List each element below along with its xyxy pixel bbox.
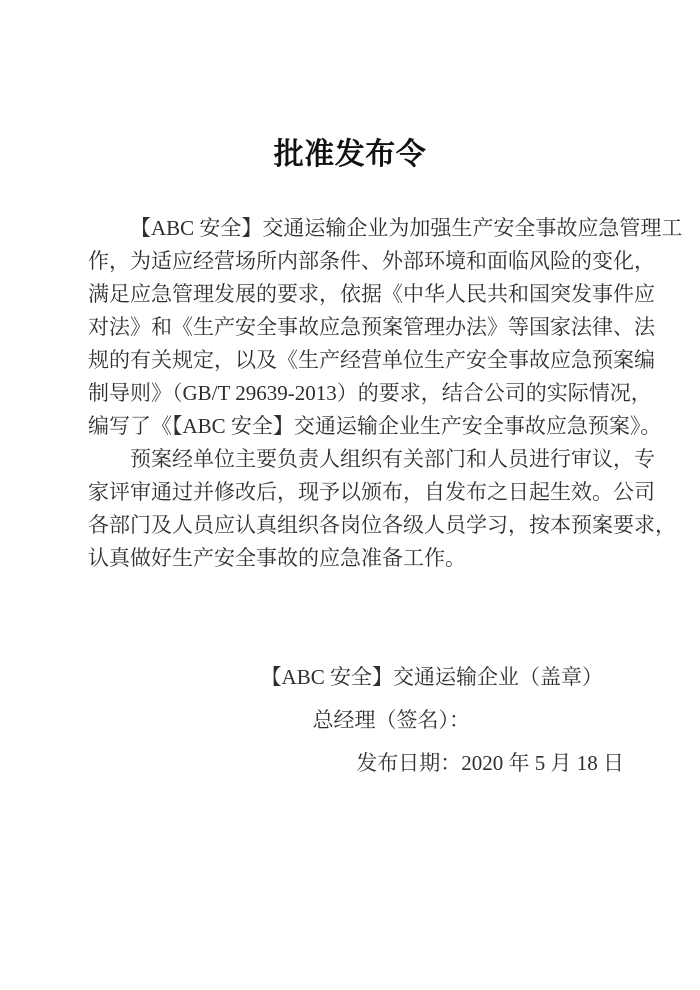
paragraph1-line: 制导则》（GB/T 29639-2013）的要求，结合公司的实际情况， [88, 381, 652, 405]
signature-manager-line: 总经理（签名）： [312, 708, 470, 732]
paragraph2-line: 预案经单位主要负责人组织有关部门和人员进行审议，专 [130, 447, 655, 471]
paragraph1-line: 规的有关规定，以及《生产经营单位生产安全事故应急预案编 [88, 348, 655, 372]
paragraph2-line: 家评审通过并修改后，现予以颁布，自发布之日起生效。公司 [88, 480, 655, 504]
paragraph1-line: 【ABC 安全】交通运输企业为加强生产安全事故应急管理工 [130, 216, 683, 240]
signature-block [0, 656, 700, 785]
paragraph2-line: 各部门及人员应认真组织各岗位各级人员学习，按本预案要求， [88, 513, 676, 537]
page-title: 批准发布令 [273, 138, 427, 171]
paragraph1-line: 编写了《【ABC 安全】交通运输企业生产安全事故应急预案》。 [88, 414, 662, 438]
signature-date-line: 发布日期：2020 年 5 月 18 日 [356, 751, 624, 775]
paragraph1-line: 作，为适应经营场所内部条件、外部环境和面临风险的变化， [88, 249, 655, 273]
paragraph2-line: 认真做好生产安全事故的应急准备工作。 [88, 546, 466, 570]
document-body [88, 212, 683, 575]
paragraph1-line: 满足应急管理发展的要求，依据《中华人民共和国突发事件应 [88, 282, 655, 306]
signature-company-line: 【ABC 安全】交通运输企业（盖章） [260, 665, 603, 689]
paragraph1-line: 对法》和《生产安全事故应急预案管理办法》等国家法律、法 [88, 315, 655, 339]
